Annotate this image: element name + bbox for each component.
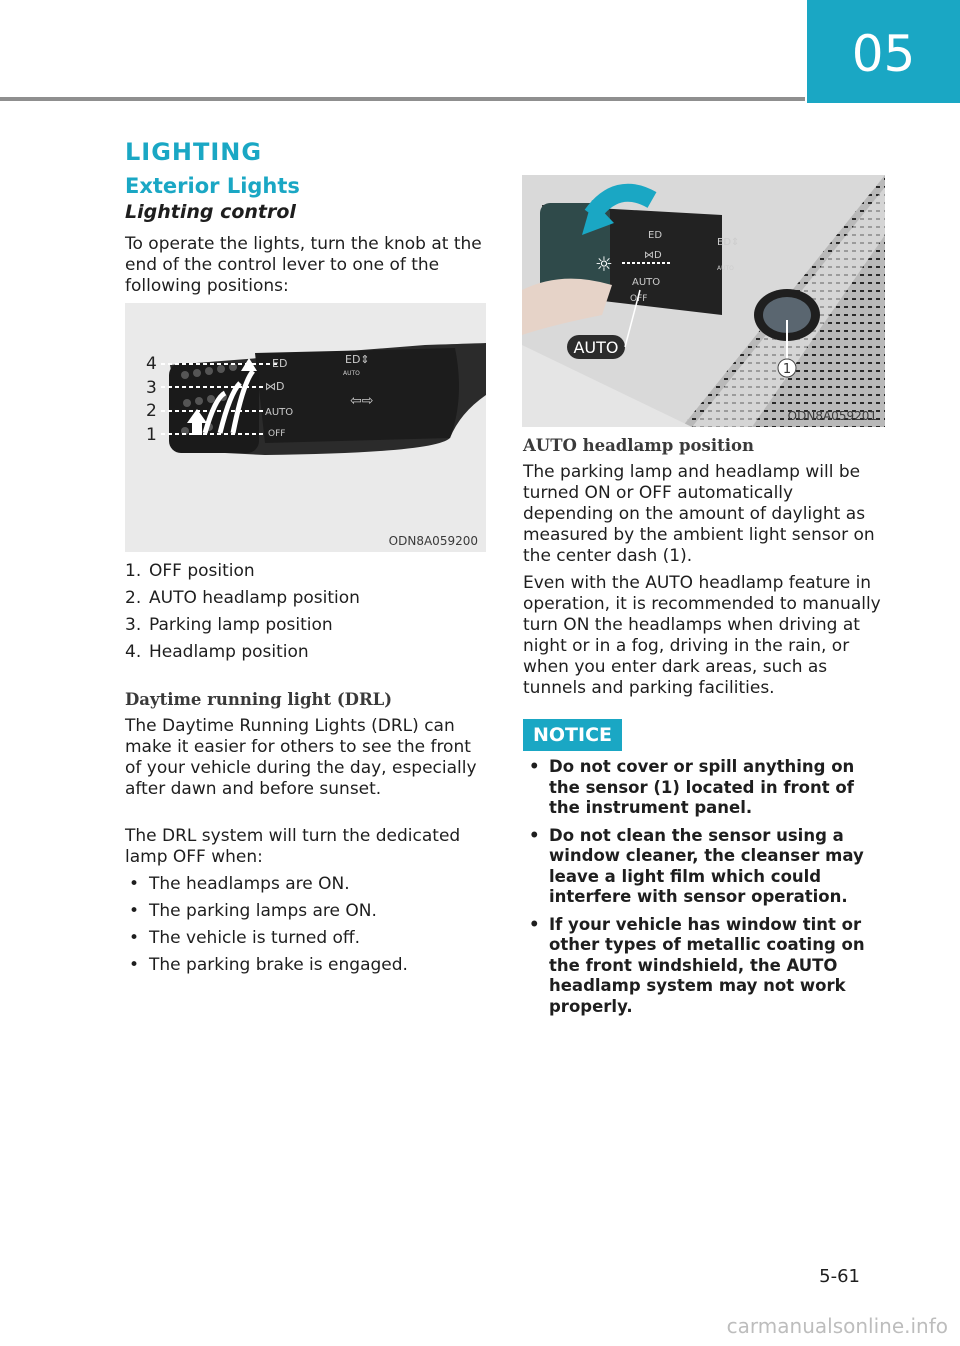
svg-text:OFF: OFF	[630, 294, 648, 304]
watermark: carmanualsonline.info	[726, 1314, 948, 1338]
auto-illustration	[522, 175, 885, 427]
figure-code: ODN8A059201	[787, 409, 877, 423]
auto-heading: AUTO headlamp position	[523, 436, 754, 455]
auto-paragraph-1: The parking lamp and headlamp will be turned ON or OFF automatically depending on the amount of daylight as measured by the ambient light sensor on the center dash (1).	[523, 462, 875, 566]
intro-paragraph: To operate the lights, turn the knob at the end of the control lever to one of the following positions:	[125, 234, 482, 296]
svg-text:OFF: OFF	[268, 429, 286, 439]
page-number: 5-61	[819, 1266, 860, 1287]
svg-text:AUTO: AUTO	[343, 370, 360, 377]
svg-text:⋈D: ⋈D	[265, 380, 285, 393]
notice-item: • Do not cover or spill anything on the sensor (1) located in front of the instrument panel.	[523, 757, 888, 819]
header-rule	[0, 97, 805, 101]
svg-text:⇦⇨: ⇦⇨	[350, 393, 374, 409]
chapter-tab	[807, 0, 960, 103]
svg-text:☼: ☼	[595, 252, 613, 276]
sensor-number-label: 1	[782, 362, 792, 377]
chapter-number: 05	[851, 24, 916, 83]
notice-label: NOTICE	[523, 719, 622, 751]
list-item: 2. AUTO headlamp position	[125, 588, 360, 608]
svg-text:AUTO: AUTO	[632, 277, 661, 288]
section-title: LIGHTING	[125, 138, 263, 166]
drl-paragraph-2: The DRL system will turn the dedicated lamp OFF when:	[125, 826, 461, 867]
position-3-label: 3	[146, 378, 157, 398]
drl-paragraph-1: The Daytime Running Lights (DRL) can make it easier for others to see the front of your vehicle during the day, especially after dawn and before sunset.	[125, 716, 477, 799]
notice-item: • Do not clean the sensor using a window cleaner, the cleanser may leave a light film which could interfere with sensor operation.	[523, 826, 888, 908]
list-item: • The headlamps are ON.	[125, 874, 485, 895]
lighting-lever-figure	[125, 303, 486, 552]
svg-text:ED⇕: ED⇕	[717, 237, 740, 248]
list-item: 4. Headlamp position	[125, 642, 309, 662]
position-2-label: 2	[146, 401, 157, 421]
topic-title: Lighting control	[125, 201, 296, 223]
svg-text:AUTO: AUTO	[717, 265, 734, 272]
auto-paragraph-2: Even with the AUTO headlamp feature in operation, it is recommended to manually turn ON the headlamps when driving at night or in a fog, driving in the rain, or when you enter dark areas, such as tunnels and parking facilities.	[523, 573, 881, 698]
figure-code: ODN8A059200	[388, 534, 478, 548]
drl-heading: Daytime running light (DRL)	[125, 690, 393, 709]
position-4-label: 4	[146, 354, 157, 374]
subsection-title: Exterior Lights	[125, 174, 300, 198]
notice-list	[523, 757, 888, 1024]
notice-item: • If your vehicle has window tint or other types of metallic coating on the front windshield, the AUTO headlamp system may not work properly.	[523, 915, 888, 1018]
drl-bullet-list	[125, 874, 485, 982]
list-item: • The vehicle is turned off.	[125, 928, 485, 949]
position-list	[125, 561, 485, 669]
position-1-label: 1	[146, 425, 157, 445]
svg-text:ED⇕: ED⇕	[345, 353, 370, 366]
auto-sensor-figure	[522, 175, 885, 427]
svg-text:ED: ED	[648, 230, 663, 241]
svg-text:ED: ED	[272, 357, 288, 370]
list-item: • The parking lamps are ON.	[125, 901, 485, 922]
svg-text:AUTO: AUTO	[265, 407, 294, 418]
svg-text:⋈D: ⋈D	[644, 250, 662, 261]
list-item: • The parking brake is engaged.	[125, 955, 485, 976]
auto-badge: AUTO	[573, 338, 619, 357]
lever-illustration	[125, 303, 486, 552]
list-item: 3. Parking lamp position	[125, 615, 333, 635]
list-item: 1. OFF position	[125, 561, 255, 581]
